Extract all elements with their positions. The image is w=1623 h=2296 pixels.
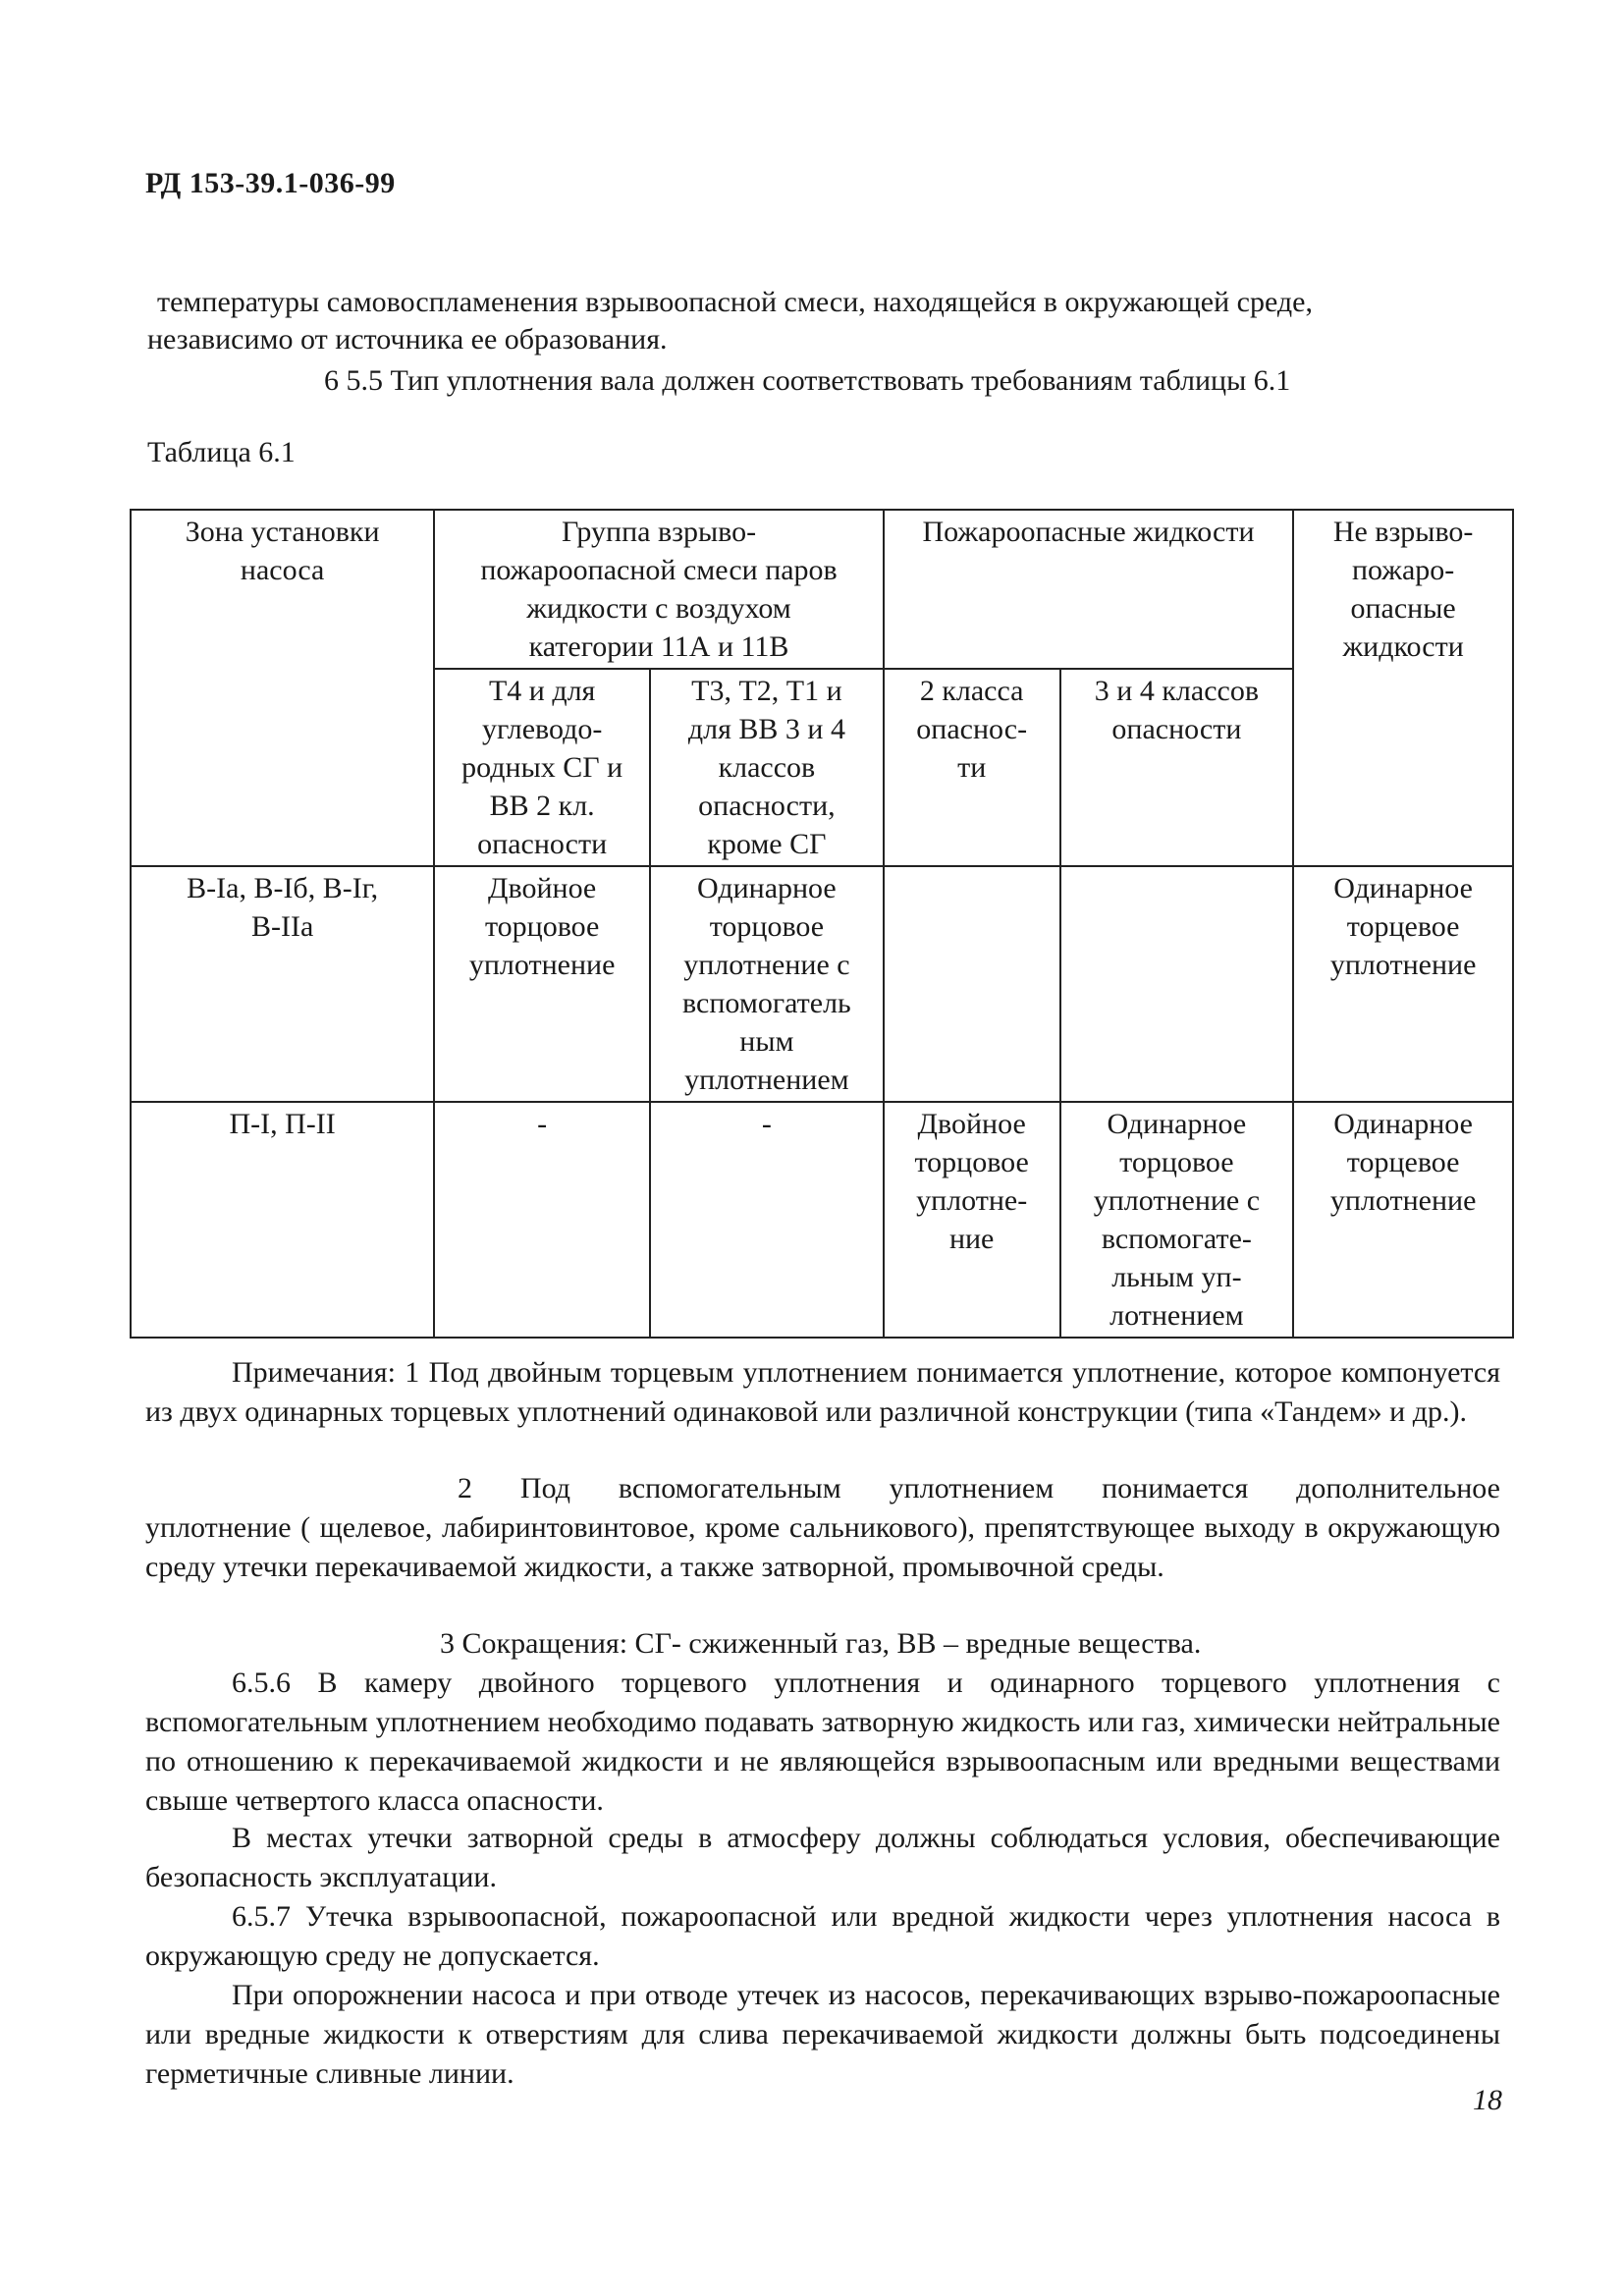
subheader-class-3-4: 3 и 4 классов опасности	[1060, 669, 1294, 866]
seal-type-table	[130, 509, 1514, 1339]
table-row	[131, 1102, 1513, 1338]
paragraph-drain-lines: При опорожнении насоса и при отводе утечек из насосов, перекачивающих взрыво-пожароопасные или вредные жидкости к отверстиям для слива перекачиваемой жидкости должны быть подсоединены герметичные сливные линии.	[145, 1979, 1500, 2090]
cell-class-2	[884, 866, 1060, 1102]
table-title: Таблица 6.1	[147, 436, 296, 468]
cell-zone: П-I, П-II	[131, 1102, 434, 1338]
cell-non-explosive: Одинарное торцевое уплотнение	[1293, 1102, 1513, 1338]
cell-class-2: Двойное торцовое уплотне- ние	[884, 1102, 1060, 1338]
paragraph-leak-conditions: В местах утечки затворной среды в атмосферу должны соблюдаться условия, обеспечивающие безопасность эксплуатации.	[145, 1822, 1500, 1893]
cell-t4: Двойное торцовое уплотнение	[434, 866, 650, 1102]
cell-class-3-4: Одинарное торцовое уплотнение с вспомогате- льным уп- лотнением	[1060, 1102, 1294, 1338]
subheader-t4: Т4 и для углеводо- родных СГ и ВВ 2 кл. опасности	[434, 669, 650, 866]
header-fire-liquids: Пожароопасные жидкости	[884, 510, 1293, 669]
cell-t3: -	[650, 1102, 884, 1338]
intro-line-1: температуры самовоспламенения взрывоопасной смеси, находящейся в окружающей среде,	[157, 286, 1313, 318]
cell-t4: -	[434, 1102, 650, 1338]
paragraph-6-5-7: 6.5.7 Утечка взрывоопасной, пожароопасной или вредной жидкости через уплотнения насоса в окружающую среду не допускается.	[145, 1900, 1500, 1972]
note-2-start: 2 Под вспомогательным уплотнением понимается дополнительное	[458, 1472, 1500, 1504]
cell-non-explosive: Одинарное торцевое уплотнение	[1293, 866, 1513, 1102]
cell-class-3-4	[1060, 866, 1294, 1102]
cell-t3: Одинарное торцовое уплотнение с вспомогатель ным уплотнением	[650, 866, 884, 1102]
header-non-explosive: Не взрыво- пожаро- опасные жидкости	[1293, 510, 1513, 866]
note-2-rest: уплотнение ( щелевое, лабиринтовинтовое, кроме сальникового), препятствующее выходу в окружающую среду утечки перекачиваемой жидкости, а также затворной, промывочной среды.	[145, 1511, 1500, 1583]
subheader-t3: Т3, Т2, Т1 и для ВВ 3 и 4 классов опасности, кроме СГ	[650, 669, 884, 866]
note-1: Примечания: 1 Под двойным торцевым уплотнением понимается уплотнение, которое компонуется из двух одинарных торцевых уплотнений одинаковой или различной конструкции (типа «Тандем» и др.).	[145, 1356, 1500, 1428]
cell-zone: В-Iа, В-Iб, В-Iг, В-IIа	[131, 866, 434, 1102]
table-header-row	[131, 510, 1513, 669]
subheader-class-2: 2 класса опаснос- ти	[884, 669, 1060, 866]
note-3: 3 Сокращения: СГ- сжиженный газ, ВВ – вредные вещества.	[440, 1627, 1202, 1660]
paragraph-6-5-6: 6.5.6 В камеру двойного торцевого уплотнения и одинарного торцевого уплотнения с вспомогательным уплотнением необходимо подавать затворную жидкость или газ, химически нейтральные по отношению к перекачиваемой жидкости и не являющейся взрывоопасным или вредными веществами свыше четвертого класса опасности.	[145, 1667, 1500, 1817]
intro-line-2: независимо от источника ее образования.	[147, 323, 668, 355]
header-mixture-group: Группа взрыво- пожароопасной смеси паров жидкости с воздухом категории 11А и 11В	[434, 510, 884, 669]
header-zone: Зона установки насоса	[131, 510, 434, 866]
table-row	[131, 866, 1513, 1102]
document-number: РД 153-39.1-036-99	[145, 167, 396, 199]
clause-6-5-5: 6 5.5 Тип уплотнения вала должен соответствовать требованиям таблицы 6.1	[324, 364, 1291, 397]
page-number: 18	[1473, 2084, 1502, 2116]
